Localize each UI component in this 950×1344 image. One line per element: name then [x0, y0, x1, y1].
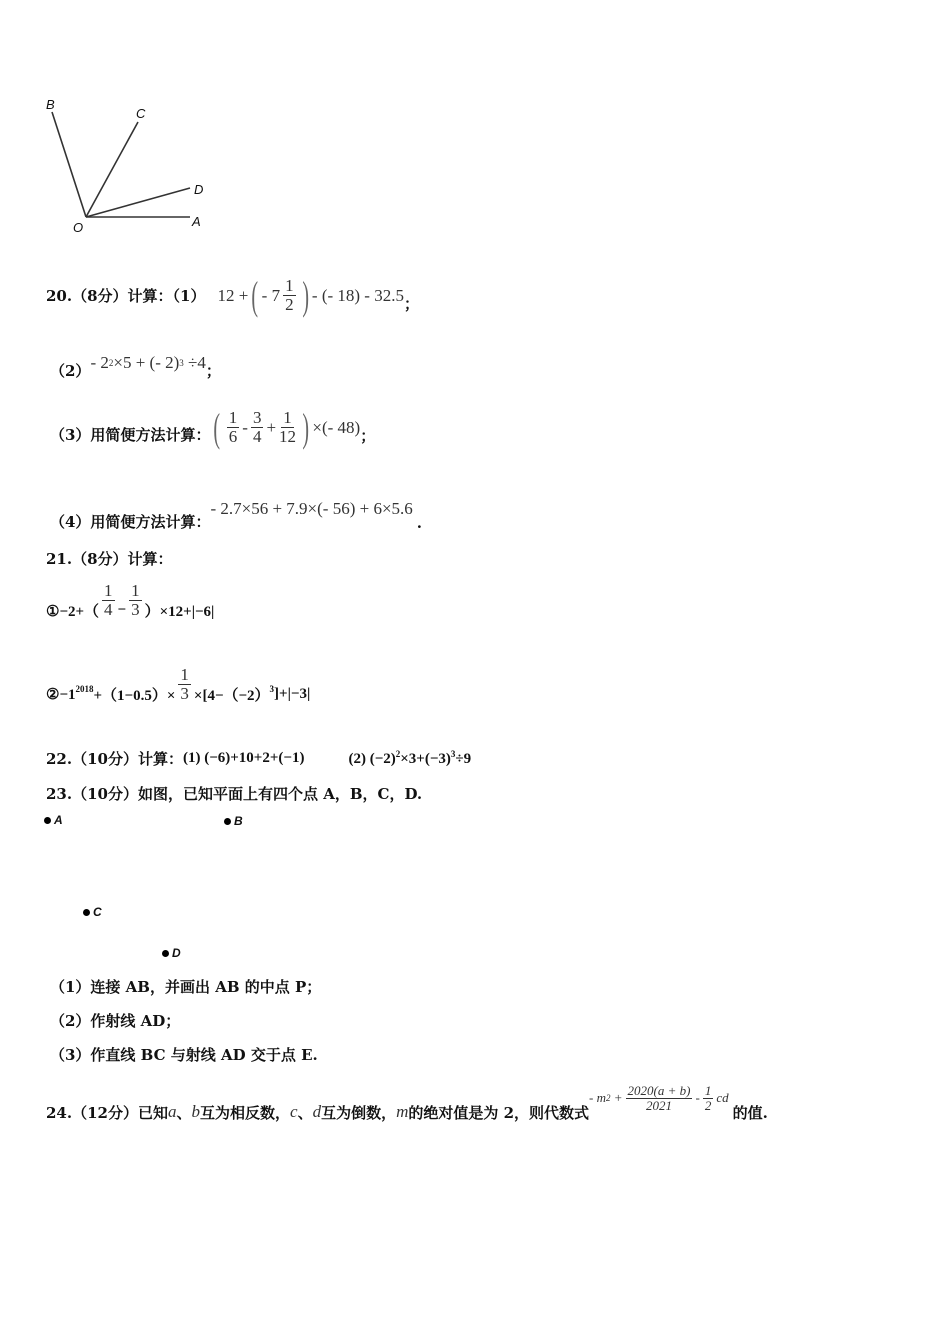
- fraction: [626, 1084, 693, 1112]
- numerator: 1: [283, 408, 292, 428]
- denominator: 12: [279, 427, 297, 446]
- q20-line3: [50, 404, 375, 451]
- q22-part1: (1) (−6)+10+2+(−1): [182, 750, 305, 766]
- var-b: b: [191, 1102, 200, 1122]
- part-label: （4）用简便方法计算：: [50, 512, 211, 531]
- denominator: 4: [104, 600, 113, 619]
- numerator: 1: [104, 581, 113, 601]
- numerator: 1: [228, 408, 238, 428]
- exponent: 3: [179, 357, 184, 368]
- q22-heading: 22.（10分）计算：: [46, 750, 183, 768]
- ray-oc: [86, 122, 138, 217]
- expr-text: - (- 18) - 32.5: [311, 285, 404, 305]
- expr-text: -: [695, 1090, 700, 1106]
- denominator: 2021: [646, 1097, 673, 1113]
- denominator: 3: [180, 684, 189, 703]
- semicolon: ；: [360, 427, 376, 445]
- text: 的绝对值是为 2，则代数式: [408, 1103, 590, 1122]
- q23-heading: 23.（10分）如图，已知平面上有四个点 A，B，C，D.: [46, 785, 423, 803]
- q20-heading: 20.（8分）计算：（1）: [46, 287, 206, 305]
- expr-text: - m: [589, 1090, 607, 1106]
- expr-text: ]+|−3|: [274, 686, 311, 702]
- point-label: C: [93, 905, 102, 919]
- q20-expr2: [90, 353, 205, 373]
- expr-text: ×5 + (- 2): [113, 352, 180, 372]
- fraction: [102, 582, 115, 619]
- expr-text: ）×12+|−6|: [144, 604, 215, 620]
- var-d: d: [312, 1102, 322, 1122]
- numerator: 1: [704, 1083, 712, 1098]
- point-a: [44, 813, 63, 827]
- point-label: B: [234, 814, 243, 828]
- numerator: 2020(a + b): [627, 1083, 691, 1098]
- expr-text: cd: [716, 1090, 729, 1106]
- q23-step1: （1）连接 AB，并画出 AB 的中点 P；: [50, 978, 322, 996]
- q20-expr4: - 2.7×56 + 7.9×(- 56) + 6×5.6: [210, 499, 413, 518]
- expr-text: ÷9: [455, 751, 472, 767]
- q24-expr: [589, 1084, 729, 1112]
- fraction: [283, 277, 296, 314]
- expr-text: −: [117, 602, 127, 618]
- q20-line1: [46, 272, 419, 319]
- expr-text: ×3+(−3): [400, 751, 451, 767]
- denominator: 3: [131, 600, 140, 619]
- label-d: D: [194, 182, 204, 197]
- semicolon: ；: [403, 295, 419, 313]
- q21-heading: 21.（8分）计算：: [46, 550, 173, 568]
- q21-expr1: [46, 580, 214, 621]
- expr-text: -: [242, 417, 248, 437]
- expr-text: 12 +: [217, 285, 249, 305]
- text: 的值.: [732, 1103, 768, 1122]
- exponent: 3: [269, 683, 275, 694]
- q22-part2: [348, 749, 471, 768]
- fraction: [129, 582, 142, 619]
- numerator: 1: [180, 665, 189, 685]
- numerator: 3: [252, 408, 262, 428]
- point-c: [83, 905, 102, 919]
- expr-text: ①−2+（: [46, 604, 100, 620]
- label-o: O: [73, 220, 84, 235]
- text: 互为倒数，: [321, 1103, 397, 1122]
- text: 24.（12分）已知: [46, 1103, 168, 1122]
- exponent: 2018: [75, 683, 94, 694]
- part-label: （2）: [50, 362, 91, 380]
- fraction: [227, 409, 240, 446]
- text: 、: [176, 1103, 192, 1122]
- denominator: 2: [285, 295, 294, 314]
- label-a: A: [192, 214, 201, 229]
- expr-text: +: [266, 417, 277, 437]
- fraction: [703, 1084, 714, 1112]
- denominator: 2: [704, 1097, 712, 1113]
- expr-text: +: [613, 1090, 623, 1106]
- expr-text: ×[4−（−2）: [193, 688, 270, 704]
- angle-figure: [0, 0, 220, 240]
- point-b: [224, 814, 243, 828]
- expr-text: - 2: [90, 352, 109, 372]
- q24-line: [46, 1084, 768, 1126]
- exponent: 3: [450, 749, 456, 759]
- q20-expr3: ( $\frac{1}{6}$ - $\frac{3}{4}$ + $\frac{1}{12}$ ) ×(- 48): [213, 405, 361, 450]
- semicolon: ；: [205, 362, 221, 380]
- q23-step3: （3）作直线 BC 与射线 AD 交于点 E.: [50, 1046, 318, 1064]
- expr-text: ×(- 48): [312, 417, 361, 437]
- expr-text: ②−1: [46, 687, 76, 703]
- exponent: 2: [395, 749, 401, 759]
- numerator: 1: [285, 276, 294, 296]
- q22-line: [46, 748, 471, 769]
- point-d: [162, 946, 181, 960]
- exponent: 2: [606, 1093, 611, 1104]
- ray-od: [86, 188, 190, 217]
- expr-text: (2) (−2): [348, 751, 396, 767]
- denominator: 4: [252, 427, 262, 446]
- fraction: [251, 409, 264, 446]
- expr-text: +（1−0.5）×: [93, 688, 176, 704]
- expr-text: ÷4: [188, 352, 206, 372]
- numerator: 1: [131, 581, 140, 601]
- point-label: D: [172, 946, 181, 960]
- fraction: [279, 409, 296, 446]
- label-c: C: [136, 106, 146, 121]
- q20-line4: [50, 486, 422, 532]
- text: 、: [297, 1103, 313, 1122]
- period: .: [416, 514, 423, 532]
- denominator: 6: [228, 427, 238, 446]
- point-label: A: [54, 813, 63, 827]
- expr-text: - 7: [261, 285, 281, 305]
- part-label: （3）用简便方法计算：: [50, 426, 211, 444]
- exponent: 2: [108, 357, 114, 368]
- ray-ob: [52, 112, 86, 217]
- text: 互为相反数，: [200, 1103, 291, 1122]
- q21-expr2: [46, 664, 310, 705]
- var-c: c: [290, 1102, 298, 1122]
- q20-expr1: 12 + ( - 7 $\frac{1}{2}$ ) - (- 18) - 32.5: [217, 273, 404, 318]
- q20-line2: [50, 344, 221, 381]
- var-a: a: [167, 1102, 177, 1122]
- q23-step2: （2）作射线 AD；: [50, 1012, 181, 1030]
- label-b: B: [46, 97, 55, 112]
- var-m: m: [396, 1102, 409, 1122]
- fraction: [178, 666, 191, 703]
